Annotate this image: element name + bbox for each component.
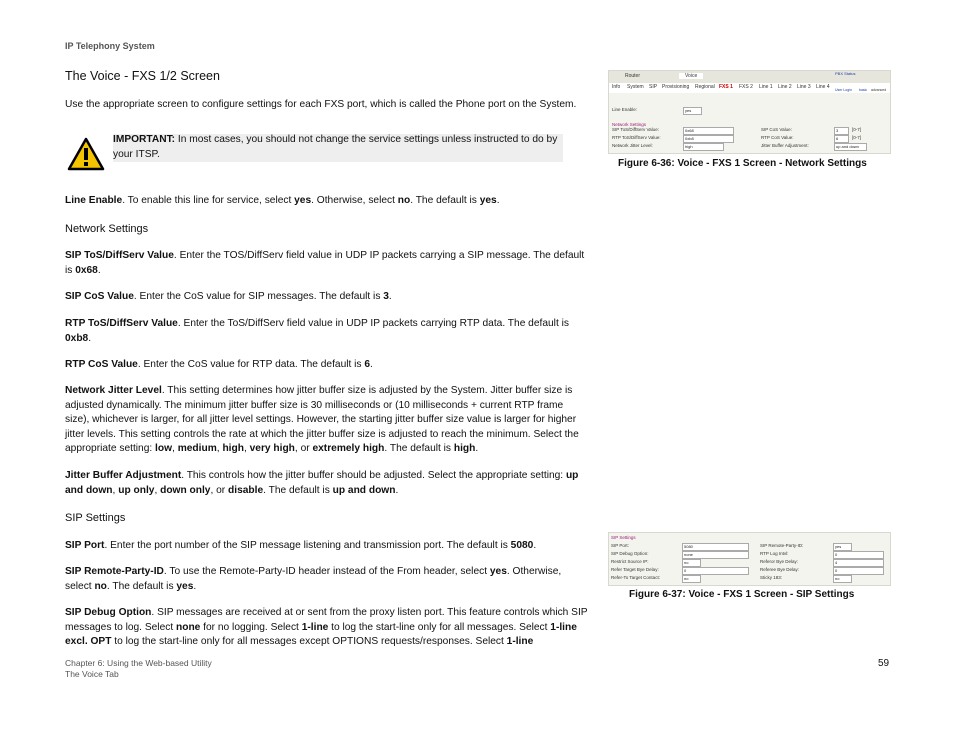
user-login-link[interactable]: User Login	[835, 88, 852, 92]
network-settings-heading: Network Settings	[65, 223, 149, 235]
refer-target-bye-label: Refer Target Bye Delay:	[611, 567, 659, 572]
sip-debug-paragraph: SIP Debug Option. SIP messages are received at or sent from the proxy listen port. This feature controls which SIP messages to log. Select none for no logging. Select 1-line to log the start-line only for all messages. Select 1-line excl. OPT to log the start-line only for all messages except OPTIONS requests/responses. Select 1-line	[65, 607, 588, 647]
basic-link[interactable]: basic	[859, 88, 868, 92]
sip-rpid-label: SIP Remote-Party-ID:	[760, 543, 804, 548]
important-text: IMPORTANT: In most cases, you should not change the service settings unless instructed to do by your ITSP.	[113, 134, 558, 160]
important-label: IMPORTANT:	[113, 134, 176, 145]
important-note	[65, 131, 565, 163]
line-enable-label: Line Enable:	[612, 107, 638, 112]
sticky-183-select[interactable]: no	[833, 575, 852, 583]
tab-info[interactable]: Info	[612, 84, 621, 90]
sip-cos-paragraph: SIP CoS Value. Enter the CoS value for SIP messages. The default is 3.	[65, 291, 392, 302]
sip-cos-label: SIP CoS Value:	[761, 127, 792, 132]
page-number: 59	[878, 658, 890, 669]
restrict-source-select[interactable]: no	[682, 559, 701, 567]
rtp-cos-range: [0-7]	[852, 135, 862, 140]
tab-line1[interactable]: Line 1	[759, 84, 773, 90]
jitter-adjust-label: Jitter Buffer Adjustment:	[761, 143, 809, 148]
sip-tos-paragraph: SIP ToS/DiffServ Value. Enter the TOS/DiffServ field value in UDP IP packets carrying a SIP message. The default is 0x68.	[65, 250, 585, 276]
rtp-cos-label: RTP CoS Value:	[761, 135, 794, 140]
footer-chapter: Chapter 6: Using the Web-based Utility	[65, 658, 212, 668]
sticky-183-label: Sticky 183:	[760, 575, 783, 580]
jitter-level-label: Network Jitter Level:	[612, 143, 653, 148]
restrict-source-label: Restrict Source IP:	[611, 559, 649, 564]
rtp-cos-input[interactable]: 6	[834, 135, 849, 143]
referor-bye-input[interactable]: 4	[833, 559, 884, 567]
top-tab-bar	[609, 71, 890, 83]
refer-to-target-select[interactable]: no	[682, 575, 701, 583]
network-settings-section: Network Settings	[612, 122, 647, 127]
sub-tab-bar	[609, 83, 890, 93]
sip-debug-label: SIP Debug Option:	[611, 551, 649, 556]
jitter-adjust-select[interactable]: up and down	[834, 143, 867, 151]
top-tab-voice[interactable]: Voice	[679, 73, 703, 79]
line-enable-paragraph: Line Enable. To enable this line for service, select yes. Otherwise, select no. The default is yes.	[65, 195, 500, 206]
tab-system[interactable]: System	[627, 84, 644, 90]
tab-fxs1[interactable]: FXS 1	[719, 84, 733, 90]
tab-fxs2[interactable]: FXS 2	[739, 84, 753, 90]
rtp-tos-paragraph: RTP ToS/DiffServ Value. Enter the ToS/DiffServ field value in UDP IP packets carrying RTP data. The default is 0xb8.	[65, 318, 569, 344]
sip-settings-section: SIP Settings	[611, 535, 636, 540]
jitter-level-select[interactable]: high	[683, 143, 724, 151]
warning-icon	[67, 137, 105, 171]
sip-cos-range: [0-7]	[852, 127, 862, 132]
sip-port-input[interactable]: 5080	[682, 543, 749, 551]
sip-port-label: SIP Port:	[611, 543, 629, 548]
jitter-adjustment-paragraph: Jitter Buffer Adjustment. This controls how the jitter buffer should be adjusted. Select the appropriate setting: up and down, up only, down only, or disable. The default is up and down.	[65, 470, 579, 496]
sip-rpid-select[interactable]: yes	[833, 543, 852, 551]
line-enable-select[interactable]: yes	[683, 107, 702, 115]
tab-sip[interactable]: SIP	[649, 84, 658, 90]
rtp-tos-input[interactable]: 0xb8	[683, 135, 734, 143]
sip-settings-heading: SIP Settings	[65, 512, 126, 524]
footer-section: The Voice Tab	[65, 669, 119, 679]
referee-bye-label: Referee Bye Delay:	[760, 567, 800, 572]
rtp-log-label: RTP Log Intvl:	[760, 551, 789, 556]
refer-to-target-label: Refer-To Target Contact:	[611, 575, 660, 580]
sip-cos-input[interactable]: 3	[834, 127, 849, 135]
referee-bye-input[interactable]: 0	[833, 567, 884, 575]
top-tab-router[interactable]: Router	[625, 73, 641, 79]
figure-37-screenshot	[608, 532, 891, 586]
jitter-level-paragraph: Network Jitter Level. This setting determines how jitter buffer size is adjusted by the System. Jitter buffer size is adjusted dynamically. The minimum jitter buffer size is 30 milliseconds or (10 milliseconds + current RTP frame size), whichever is larger, for all jitter level settings. However, the starting jitter buffer size value is larger for higher jitter levels. This setting controls the rate at which the jitter buffer size is adjusted to reach the minimum. Select the appropriate setting: low, medium, high, very high, or extremely high. The default is high.	[65, 385, 579, 454]
tab-line3[interactable]: Line 3	[797, 84, 811, 90]
figure-36-screenshot	[608, 70, 891, 154]
sip-tos-input[interactable]: 0x68	[683, 127, 734, 135]
rtp-log-input[interactable]: 0	[833, 551, 884, 559]
figure-37-caption: Figure 6-37: Voice - FXS 1 Screen - SIP Settings	[629, 589, 855, 600]
referor-bye-label: Referor Bye Delay:	[760, 559, 799, 564]
refer-target-bye-input[interactable]: 0	[682, 567, 749, 575]
figure-36-caption: Figure 6-36: Voice - FXS 1 Screen - Network Settings	[618, 158, 867, 169]
sip-tos-label: SIP ToS/DiffServ Value:	[612, 127, 659, 132]
sip-port-paragraph: SIP Port. Enter the port number of the SIP message listening and transmission port. The default is 5080.	[65, 540, 537, 551]
tab-provisioning[interactable]: Provisioning	[662, 84, 690, 90]
intro-paragraph: Use the appropriate screen to configure settings for each FXS port, which is called the Phone port on the System.	[65, 99, 577, 110]
rtp-tos-label: RTP ToS/DiffServ Value:	[612, 135, 661, 140]
pbx-status-link[interactable]: PBX Status	[835, 71, 856, 76]
sip-debug-select[interactable]: none	[682, 551, 749, 559]
tab-line2[interactable]: Line 2	[778, 84, 792, 90]
tab-line4[interactable]: Line 4	[816, 84, 830, 90]
section-title: The Voice - FXS 1/2 Screen	[65, 69, 220, 83]
footer	[65, 658, 212, 680]
advanced-link[interactable]: advanced	[871, 88, 887, 92]
rtp-cos-paragraph: RTP CoS Value. Enter the CoS value for RTP data. The default is 6.	[65, 359, 373, 370]
sip-rpid-paragraph: SIP Remote-Party-ID. To use the Remote-Party-ID header instead of the From header, select yes. Otherwise, select no. The default is yes.	[65, 566, 562, 592]
tab-regional[interactable]: Regional	[695, 84, 715, 90]
running-header: IP Telephony System	[65, 41, 155, 51]
